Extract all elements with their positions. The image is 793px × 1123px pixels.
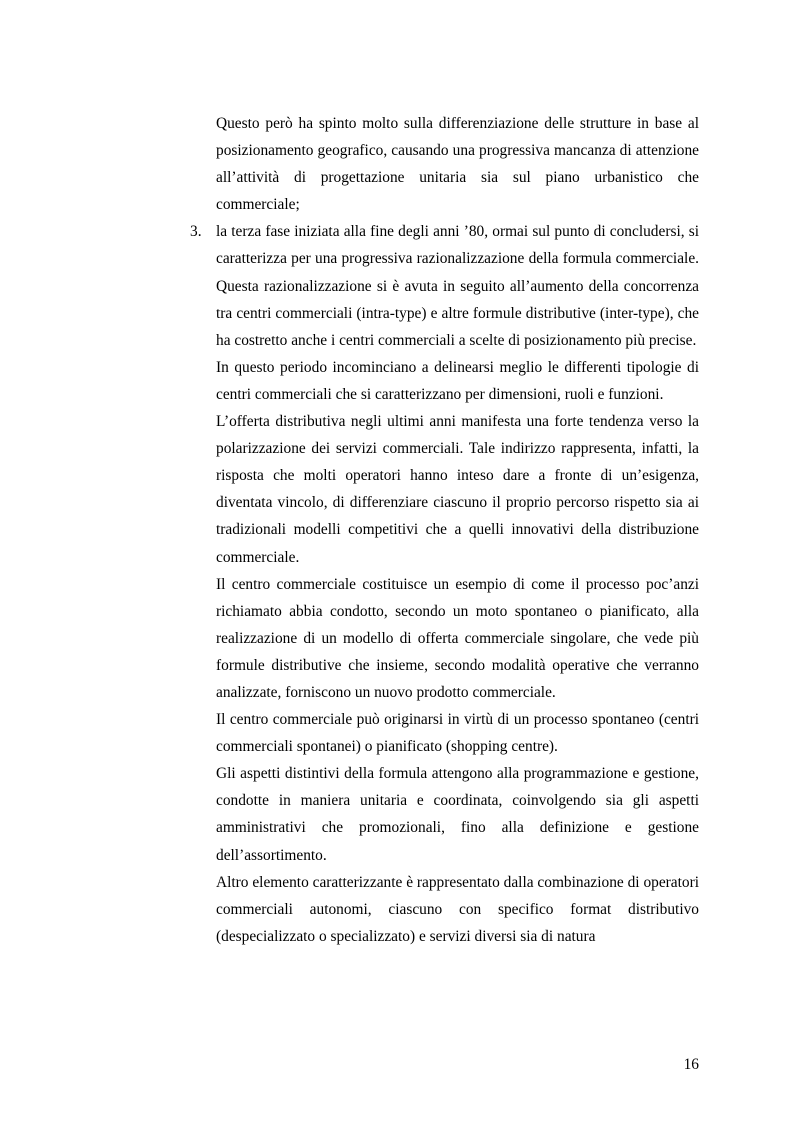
paragraph-4: Il centro commerciale costituisce un esempio di come il processo poc’anzi richiamato abbia condotto, secondo un moto spontaneo o pianificato, alla realizzazione di un modello di offerta commerciale singolare, che vede più formule distributive che insieme, secondo modalità operative che verranno analizzate, forniscono un nuovo prodotto commerciale. (216, 575, 699, 701)
paragraph-6: Gli aspetti distintivi della formula attengono alla programmazione e gestione, condotte in maniera unitaria e coordinata, coinvolgendo sia gli aspetti amministrativi che promozionali, fino alla definizione e gestione dell’assortimento. (216, 765, 699, 864)
list-item-number: 3. (190, 223, 202, 241)
paragraph-1: Questo però ha spinto molto sulla differenziazione delle strutture in base al posizionamento geografico, causando una progressiva mancanza di attenzione all’attività di progettazione unitaria sia sul piano urbanistico che commerciale; (216, 115, 699, 214)
paragraph-3: L’offerta distributiva negli ultimi anni manifesta una forte tendenza verso la polarizzazione dei servizi commerciali. Tale indirizzo rappresenta, infatti, la risposta che molti operatori hanno inteso dare a fronte di un’esigenza, diventata vincolo, di differenziare ciascuno il proprio percorso rispetto sia ai tradizionali modelli competitivi che a quelli innovativi della distribuzione commerciale. (216, 413, 699, 566)
list-item-3 (190, 218, 699, 353)
body-text (190, 110, 699, 950)
list-item-text: la terza fase iniziata alla fine degli anni ’80, ormai sul punto di concludersi, si caratterizza per una progressiva razionalizzazione della formula commerciale. Questa razionalizzazione si è avuta in seguito all’aumento della concorrenza tra centri commerciali (intra-type) e altre formule distributive (inter-type), che ha costretto anche i centri commerciali a scelte di posizionamento più precise. (216, 223, 699, 349)
paragraph-2: In questo periodo incominciano a delinearsi meglio le differenti tipologie di centri commerciali che si caratterizzano per dimensioni, ruoli e funzioni. (216, 358, 699, 403)
paragraph-7: Altro elemento caratterizzante è rappresentato dalla combinazione di operatori commerciali autonomi, ciascuno con specifico format distributivo (despecializzato o specializzato) e servizi diversi sia di natura (216, 873, 699, 945)
paragraph-5: Il centro commerciale può originarsi in virtù di un processo spontaneo (centri commerciali spontanei) o pianificato (shopping centre). (216, 711, 699, 756)
page-number: 16 (683, 1056, 699, 1073)
